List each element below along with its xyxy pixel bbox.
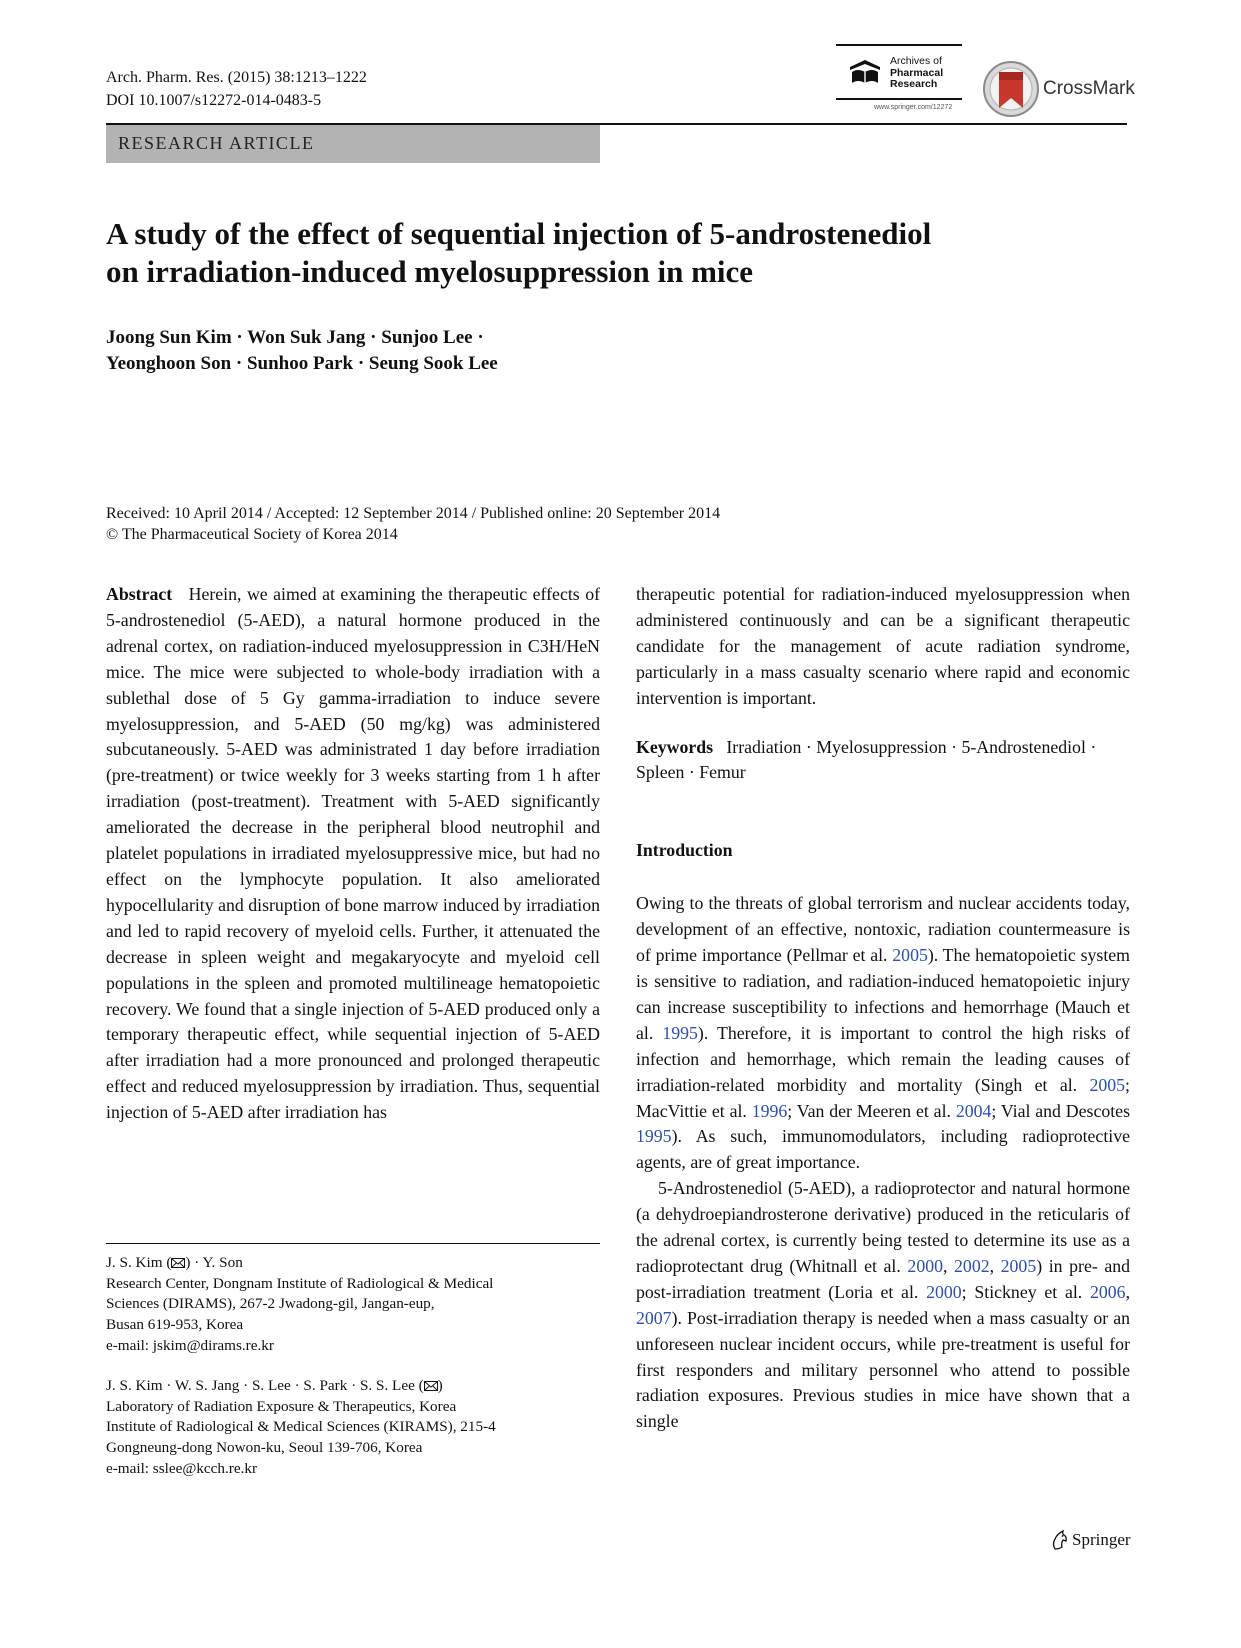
citation-link[interactable]: 2005	[892, 945, 928, 966]
text-run: ). As such, immunomodulators, including radioprotective agents, are of great importance.	[636, 1126, 1130, 1173]
logo-line-2: Pharmacal	[890, 66, 944, 79]
crossmark-badge[interactable]	[982, 60, 1135, 122]
affiliation-2-names-end: )	[437, 1377, 443, 1394]
footnote-rule	[106, 1243, 600, 1244]
keywords-text: Irradiation · Myelosuppression · 5-Androstenediol · Spleen · Femur	[636, 736, 1097, 783]
affiliation-2-line: Gongneung-dong Nowon-ku, Seoul 139-706, Korea	[106, 1439, 423, 1457]
text-run: ). Therefore, it is important to control the high risks of infection and hemorrhage, which remain the leading causes of irradiation-related morbidity and mortality (Singh et al.	[636, 1022, 1130, 1095]
affiliation-1-line: Busan 619-953, Korea	[106, 1316, 244, 1334]
doi[interactable]: DOI 10.1007/s12272-014-0483-5	[106, 92, 322, 109]
text-run: ) in pre- and post-irradiation treatment (Loria et al.	[636, 1255, 1131, 1302]
citation-link[interactable]: 2000	[926, 1281, 962, 1302]
logo-line-1: Archives of	[890, 55, 942, 67]
crossmark-icon	[982, 60, 1040, 118]
text-run: ; Stickney et al.	[961, 1281, 1090, 1302]
text-run: Owing to the threats of global terrorism and nuclear accidents today, development of an effective, nontoxic, radiation countermeasure is of prime importance (Pellmar et al.	[636, 893, 1130, 966]
citation-link[interactable]: 2000	[907, 1255, 943, 1276]
logo-url[interactable]: www.springer.com/12272	[874, 104, 953, 111]
affiliation-2-names	[106, 1376, 606, 1397]
abstract-continued: therapeutic potential for radiation-induced myelosuppression when administered continuously and can be a significant therapeutic candidate for the management of acute radiation syndrome, particularly in a mass casualty scenario where rapid and economic intervention is important.	[636, 584, 1130, 708]
abstract	[106, 582, 600, 1126]
article-type: RESEARCH ARTICLE	[118, 133, 315, 153]
book-emblem-icon	[846, 57, 884, 87]
citation-link[interactable]: 2007	[636, 1307, 672, 1328]
author-list	[106, 325, 498, 377]
history-dates: Received: 10 April 2014 / Accepted: 12 September 2014 / Published online: 20 September 2014	[106, 505, 721, 522]
envelope-icon[interactable]	[424, 1381, 438, 1391]
citation-link[interactable]: 1996	[751, 1100, 788, 1121]
introduction-heading: Introduction	[636, 840, 733, 861]
right-column	[636, 582, 1130, 1435]
text-run: ). The hematopoietic system is sensitive to radiation, and radiation-induced hematopoietic injury can increase susceptibility to infections and hemorrhage (Mauch et al.	[636, 945, 1130, 1043]
affiliation-2-line: Laboratory of Radiation Exposure & Therapeutics, Korea	[106, 1397, 457, 1415]
authors-line-1[interactable]: Joong Sun Kim · Won Suk Jang · Sunjoo Lee ·	[106, 327, 484, 348]
copyright: © The Pharmaceutical Society of Korea 2014	[106, 526, 398, 543]
citation-link[interactable]: 2002	[954, 1255, 990, 1276]
journal-reference	[106, 66, 367, 112]
left-column	[106, 582, 600, 1126]
affiliation-1-names	[106, 1253, 606, 1274]
citation-link[interactable]: 2004	[955, 1100, 992, 1121]
journal-citation: Arch. Pharm. Res. (2015) 38:1213–1222	[106, 69, 367, 86]
springer-label: Springer	[1072, 1530, 1131, 1549]
affiliation-2-names-start: J. S. Kim · W. S. Jang · S. Lee · S. Park · S. S. Lee (	[106, 1377, 424, 1394]
citation-link[interactable]: 1995	[636, 1126, 672, 1147]
affiliation-1-email[interactable]: e-mail: jskim@dirams.re.kr	[106, 1336, 274, 1354]
text-run: ,	[989, 1255, 1001, 1276]
keywords-heading: Keywords	[636, 736, 714, 757]
logo-text	[890, 56, 943, 91]
article-type-bar	[106, 125, 600, 163]
abstract-text: Herein, we aimed at examining the therapeutic effects of 5-androstenediol (5-AED), a natural hormone produced in the adrenal cortex, on radiation-induced myelosuppression in C3H/HeN mice. The mice were subjected to whole-body irradiation with a sublethal dose of 5 Gy gamma-irradiation to induce severe myelosuppression, and 5-AED (50 mg/kg) was administered subcutaneously. 5-AED was administrated 1 day before irradiation (pre-treatment) or twice weekly for 3 weeks starting from 1 h after irradiation (post-treatment). Treatment with 5-AED significantly ameliorated the decrease in the peripheral blood neutrophil and platelet populations in irradiated myelosuppressive mice, but had no effect on the lymphocyte population. It also ameliorated hypocellularity and disruption of bone marrow induced by irradiation and led to rapid recovery of myeloid cells. Further, it attenuated the decrease in spleen weight and megakaryocyte and myeloid cell populations in the spleen and promoted multilineage hematopoietic recovery. We found that a single injection of 5-AED produced only a temporary therapeutic effect, while sequential injection of 5-AED after irradiation had a more pronounced and prolonged therapeutic effect and reduced myelosuppression by irradiation. Thus, sequential injection of 5-AED after irradiation has	[106, 584, 601, 1123]
text-run: ,	[1125, 1281, 1131, 1302]
introduction-paragraph-2	[636, 1176, 1130, 1435]
journal-logo[interactable]	[836, 44, 962, 111]
keywords	[636, 735, 1130, 787]
affiliation-2-line: Institute of Radiological & Medical Sciences (KIRAMS), 215-4	[106, 1418, 496, 1436]
text-run: ; Van der Meeren et al.	[787, 1100, 956, 1121]
logo-bottom-rule	[836, 98, 962, 100]
text-run: ; Vial and Descotes	[991, 1100, 1130, 1121]
text-run: ). Post-irradiation therapy is needed when a mass casualty or an unforeseen nuclear incident occurs, while pre-treatment is useful for first responders and military personnel who attend to possible radiation exposures. Previous studies in mice have shown that a single	[636, 1307, 1130, 1432]
publication-dates	[106, 503, 720, 545]
citation-link[interactable]: 2005	[1089, 1074, 1126, 1095]
citation-link[interactable]: 1995	[662, 1022, 698, 1043]
abstract-heading: Abstract	[106, 584, 173, 604]
affiliation-2	[106, 1376, 606, 1480]
citation-link[interactable]: 2006	[1090, 1281, 1126, 1302]
text-run: ,	[942, 1255, 955, 1276]
affiliation-1	[106, 1253, 606, 1357]
envelope-icon[interactable]	[171, 1258, 185, 1268]
article-title	[106, 215, 1066, 291]
affiliation-1-names-start: J. S. Kim (	[106, 1254, 172, 1271]
text-run: 5-Androstenediol (5-AED), a radioprotector and natural hormone (a dehydroepiandrosterone derivative) produced in the reticularis of the adrenal cortex, is currently being tested to determine its use as a radioprotectant drug (Whitnall et al.	[636, 1178, 1130, 1276]
logo-line-3: Research	[890, 78, 938, 90]
citation-link[interactable]: 2005	[1000, 1255, 1037, 1276]
title-line-2: on irradiation-induced myelosuppression in mice	[106, 254, 754, 289]
affiliation-1-names-end: ) · Y. Son	[185, 1254, 243, 1271]
crossmark-label: CrossMark	[1043, 78, 1135, 99]
affiliation-1-line: Research Center, Dongnam Institute of Radiological & Medical	[106, 1274, 494, 1292]
authors-line-2[interactable]: Yeonghoon Son · Sunhoo Park · Seung Sook Lee	[106, 353, 498, 374]
title-line-1: A study of the effect of sequential injection of 5-androstenediol	[106, 216, 932, 251]
introduction-paragraph-1	[636, 891, 1130, 1176]
springer-horse-icon	[1050, 1528, 1070, 1552]
text-run: ; MacVittie et al.	[636, 1074, 1130, 1121]
affiliation-2-email[interactable]: e-mail: sslee@kcch.re.kr	[106, 1459, 258, 1477]
affiliation-1-line: Sciences (DIRAMS), 267-2 Jwadong-gil, Jangan-eup,	[106, 1295, 435, 1313]
logo-top-rule	[836, 44, 962, 46]
